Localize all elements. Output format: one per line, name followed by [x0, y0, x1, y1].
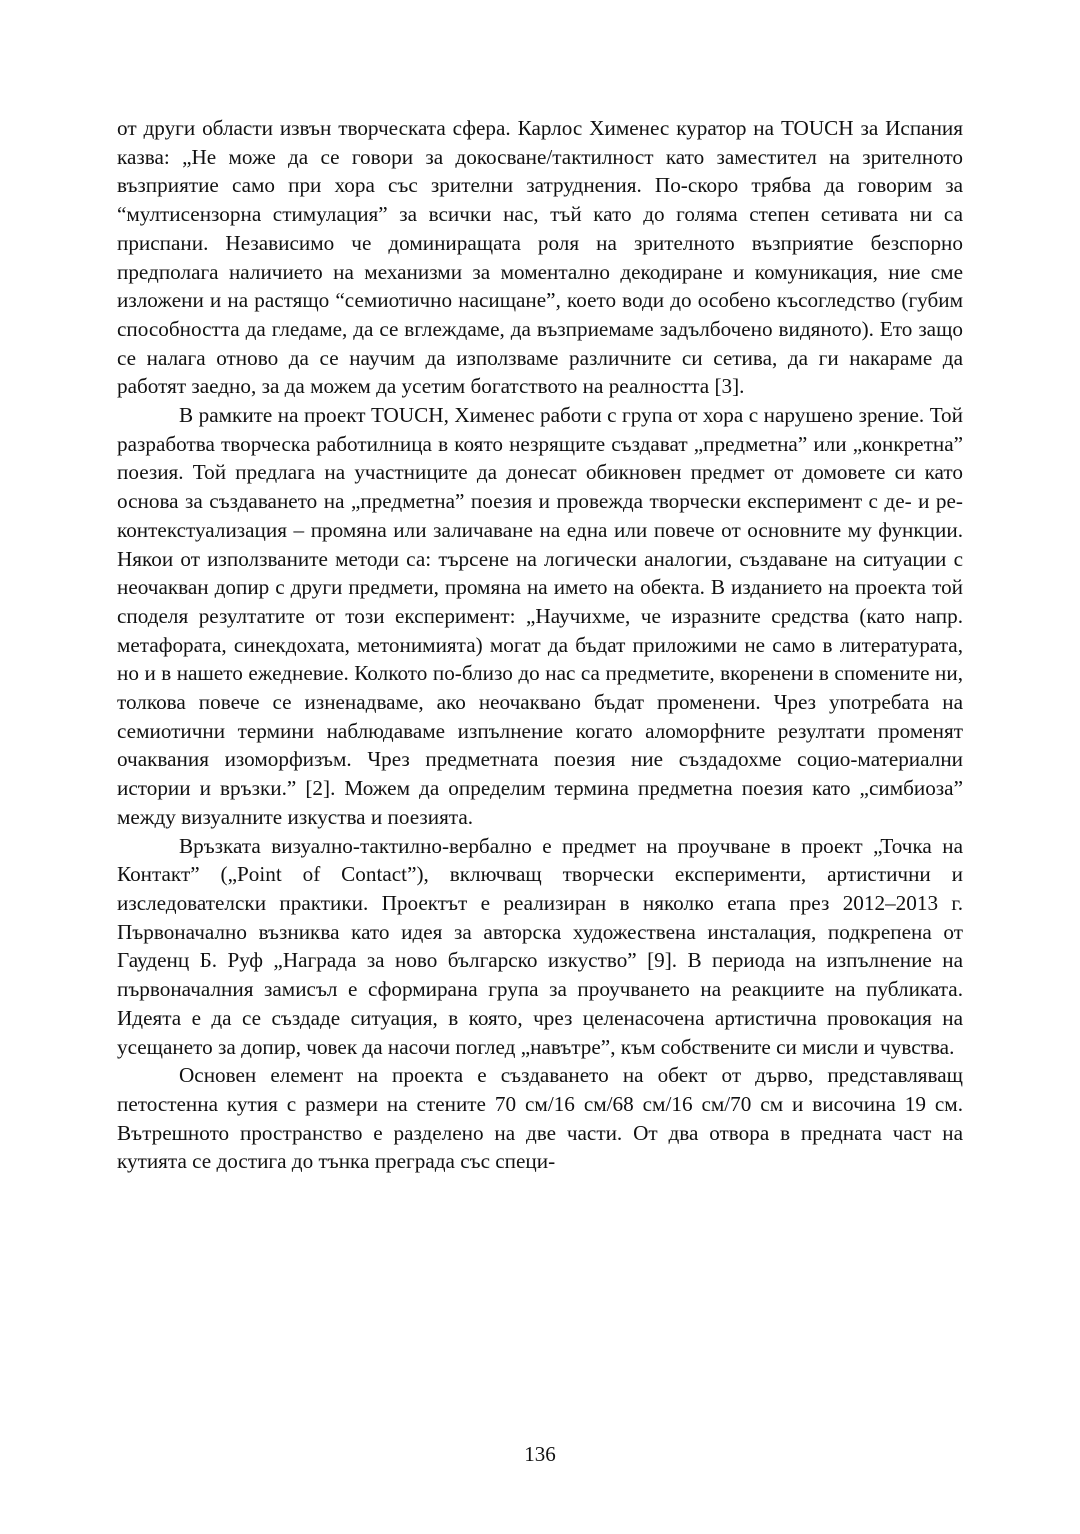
paragraph-4: Основен елемент на проекта е създаването на обект от дърво, представляващ петостенна кутия с размери на стените 70 см/16 см/68 см/16 см/70 см и височина 19 см. Вътрешното пространство е разделено на две части. От два отвора в предната част на кутията се достига до тънка преграда със специ- — [117, 1063, 963, 1174]
paragraph-2: В рамките на проект TOUCH, Хименес работи с група от хора с нарушено зрение. Той разработва творческа работилница в която незрящите създават „предметна” или „конкретна” поезия. Той предлага на участниците да донесат обикновен предмет от домовете си като основа за създаването на „предметна” поезия и провежда творчески експеримент с де- и ре- контекстуализация – промяна или заличаване на една или повече от основните му функции. Някои от използваните методи са: търсене на логически аналогии, създаване на ситуации с неочакван допир с други предмети, промяна на името на обекта. В изданието на проекта той споделя резултатите от този експеримент: „Научихме, че изразните средства (като напр. метафората, синекдохата, метонимията) могат да бъдат приложими не само в литературата, но и в нашето ежедневие. Колкото по-близо до нас са предметите, вкоренени в спомените ни, толкова повече се изненадваме, ако неочаквано бъдат променени. Чрез употребата на семиотични термини наблюдаваме изпълнение когато аломорфните резултати променят очаквания изоморфизъм. Чрез предметната поезия ние създадохме социо-материални истории и връзки.” [2]. Можем да определим термина предметна поезия като „симбиоза” между визуалните изкуства и поезията. — [117, 403, 963, 829]
document-body — [117, 114, 963, 1176]
page-number: 136 — [524, 1442, 556, 1466]
paragraph-3: Връзката визуално-тактилно-вербално е предмет на проучване в проект „Точка на Контакт” („Point of Contact”), включващ творчески експерименти, артистични и изследователски практики. Проектът е реализиран в няколко етапа през 2012–2013 г. Първоначално възниква като идея за авторска художествена инсталация, подкрепена от Гауденц Б. Руф „Награда за ново българско изкуство” [9]. В периода на изпълнение на първоначалния замисъл е сформирана група за проучването на реакциите на публиката. Идеята е да се създаде ситуация, в която, чрез целенасочена артистична провокация на усещането за допир, човек да насочи поглед „навътре”, към собствените си мисли и чувства. — [117, 833, 963, 1059]
paragraph-1: от други области извън творческата сфера. Карлос Хименес куратор на TOUCH за Испания казва: „Не може да се говори за докосване/тактилност като заместител на зрителното възприятие само при хора със зрителни затруднения. По-скоро трябва да говорим за “мултисензорна стимулация” за всички нас, тъй като до голяма степен сетивата ни са приспани. Независимо че доминиращата роля на зрителното възприятие безспорно предполага наличието на механизми за моментално декодиране и комуникация, ние сме изложени и на растящо “семиотично насищане”, което води до особено късогледство (губим способността да гледаме, да се вглеждаме, да възприемаме задълбочено видяното). Ето защо се налага отново да се научим да използваме различните си сетива, да ги накараме да работят заедно, за да можем да усетим богатството на реалността [3]. — [117, 116, 963, 399]
